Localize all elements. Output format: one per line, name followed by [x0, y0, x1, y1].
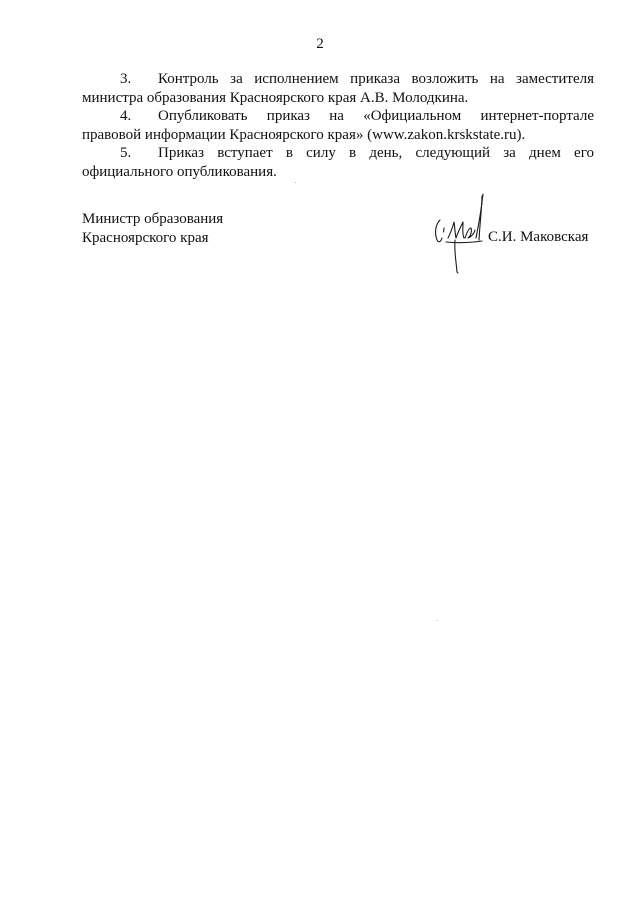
paragraph-line: министра образования Красноярского края А.В. Молодкина. [82, 89, 469, 106]
paragraph-line: Приказ вступает в силу в день, следующий за днем его [158, 145, 594, 161]
paragraph-line: правовой информации Красноярского края» (www.zakon.krskstate.ru). [82, 126, 526, 143]
page-number: 2 [316, 36, 324, 52]
paragraph-number: 4. [120, 108, 132, 124]
signatory-title-line: Министр образования [82, 211, 224, 227]
paragraph-5 [82, 144, 594, 181]
signer-name: С.И. Маковская [488, 229, 589, 245]
paragraph-number: 3. [120, 71, 132, 87]
paragraph-3 [82, 70, 594, 107]
paragraph-4 [82, 107, 594, 144]
signatory-title [82, 210, 223, 247]
paragraph-line: Опубликовать приказ на «Официальном интернет-портале [158, 108, 594, 124]
scan-speck [437, 620, 438, 621]
paragraph-number: 5. [120, 145, 132, 161]
scan-speck [295, 182, 296, 183]
handwritten-signature [428, 188, 488, 278]
signatory-title-line: Красноярского края [82, 229, 209, 246]
document-body [82, 70, 594, 181]
paragraph-line: Контроль за исполнением приказа возложить на заместителя [158, 71, 594, 87]
paragraph-line: официального опубликования. [82, 163, 277, 180]
